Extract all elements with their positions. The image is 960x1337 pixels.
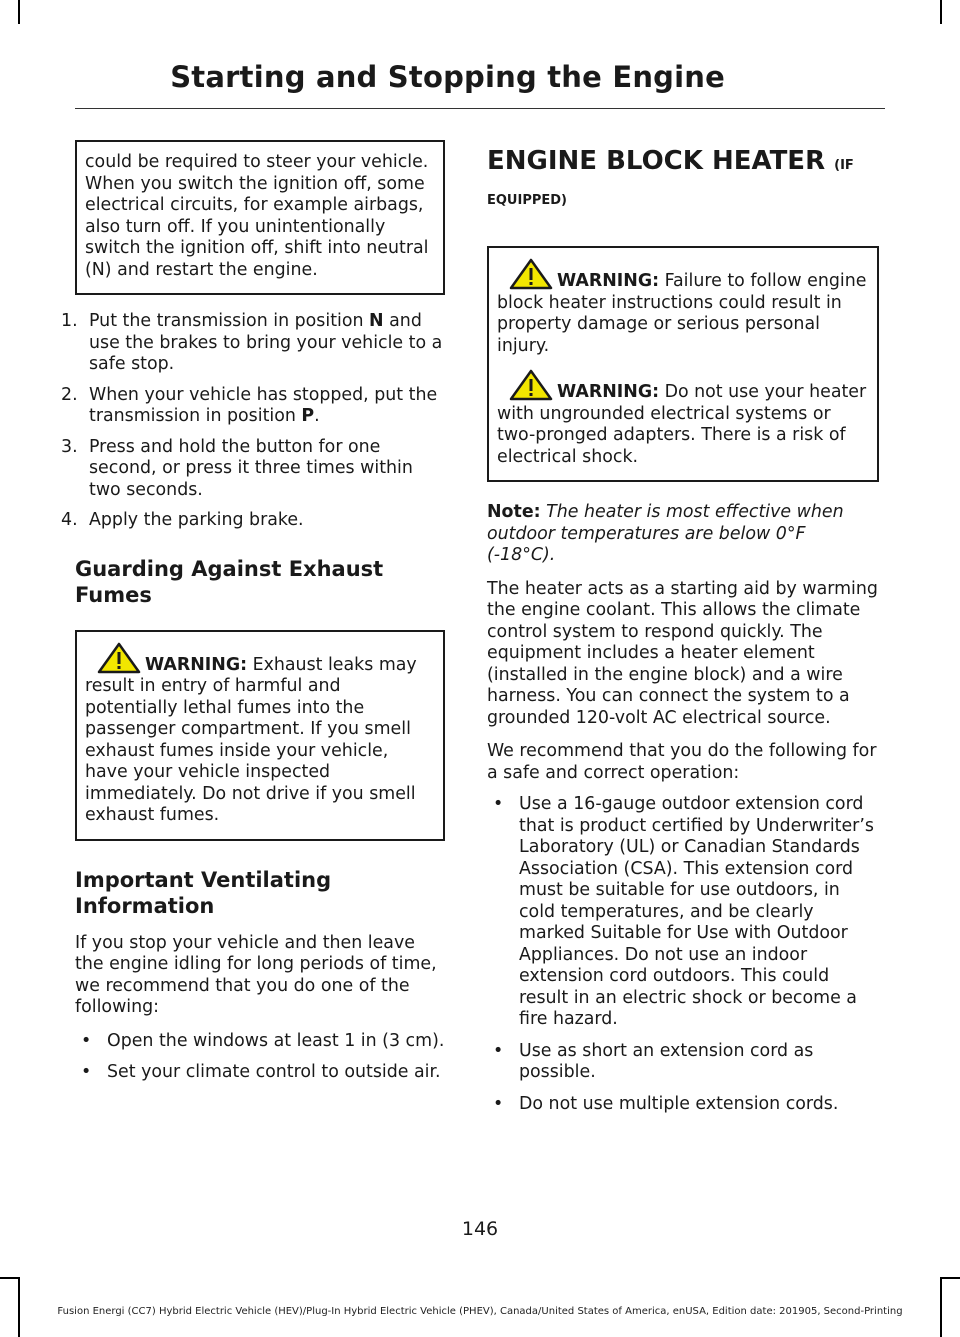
crop-mark xyxy=(18,0,20,24)
list-item: • Do not use multiple extension cords. xyxy=(493,1093,839,1114)
page-footer: Fusion Energi (CC7) Hybrid Electric Vehicle (HEV)/Plug-In Hybrid Electric Vehicle (PHEV), Canada/United States of America, enUSA, Edition date: 201905, Second-Printing xyxy=(57,1306,903,1317)
page-header xyxy=(75,60,885,109)
crop-mark xyxy=(0,1277,18,1279)
warning-text: Failure to follow engine block heater instructions could result in property damage or serious personal injury. xyxy=(497,271,867,356)
ventilating-paragraph: If you stop your vehicle and then leave the engine idling for long periods of time, we recommend that you do one of the following: xyxy=(75,932,437,1017)
warning-label: WARNING: xyxy=(557,271,660,291)
exhaust-fumes-heading: Guarding Against Exhaust Fumes xyxy=(75,556,384,607)
heater-warning-box xyxy=(487,246,879,482)
list-item: 4. Apply the parking brake. xyxy=(61,510,304,530)
crop-mark xyxy=(942,1277,960,1279)
page-title: Starting and Stopping the Engine xyxy=(170,60,725,94)
warning-label: WARNING: xyxy=(557,382,660,402)
list-item: • Open the windows at least 1 in (3 cm). xyxy=(81,1030,445,1051)
page-number: 146 xyxy=(461,1218,499,1240)
list-item: • Use a 16-gauge outdoor extension cord that is product certified by Underwriter’s Laboratory (UL) or Canadian Standards Association (CSA). This extension cord must be suitable for use outdoors, in cold temperatures, and be clearly marked Suitable for Use with Outdoor Appliances. Do not use an indoor extension cord outdoors. This could result in an electric shock or become a fire hazard. xyxy=(493,794,874,1029)
ventilating-heading: Important Ventilating Information xyxy=(75,867,332,918)
warning-triangle-icon xyxy=(509,258,553,290)
list-item: • Set your climate control to outside air. xyxy=(81,1062,441,1082)
warning-triangle-icon xyxy=(509,369,553,401)
exhaust-warning-box xyxy=(75,630,445,841)
continued-warning-box xyxy=(75,140,445,295)
heading-suffix: EQUIPPED) xyxy=(487,193,567,208)
warning-label: WARNING: xyxy=(145,654,248,675)
list-item: 1. Put the transmission in position N and use the brakes to bring your vehicle to a safe stop. xyxy=(61,311,443,374)
left-column xyxy=(61,140,445,1094)
crop-mark xyxy=(940,0,942,24)
warning-triangle-icon xyxy=(97,642,141,674)
heater-paragraph-1: The heater acts as a starting aid by warming the engine coolant. This allows the climate control system to respond quickly. The equipment includes a heater element (installed in the engine block) and a wire harness. You can connect the system to a grounded 120-volt AC electrical source. xyxy=(487,578,878,728)
engine-block-heater-heading: ENGINE BLOCK HEATER (IF xyxy=(487,146,854,176)
list-item: 3. Press and hold the button for one second, or press it three times within two seconds. xyxy=(61,436,413,500)
warning-text: Do not use your heater with ungrounded electrical systems or two-pronged adapters. There is a risk of electrical shock. xyxy=(497,382,867,467)
stop-steps-list xyxy=(61,311,445,532)
heater-list xyxy=(487,794,879,1115)
heater-paragraph-2: We recommend that you do the following for a safe and correct operation: xyxy=(487,741,877,783)
list-item: • Use as short an extension cord as possible. xyxy=(493,1040,814,1082)
ventilating-list xyxy=(75,1031,445,1084)
warning-text: Exhaust leaks may result in entry of harmful and potentially lethal fumes into the passenger compartment. If you smell exhaust fumes inside your vehicle, have your vehicle inspected immediately. Do not drive if you smell exhaust fumes. xyxy=(85,654,417,825)
heater-note: Note: The heater is most effective when outdoor temperatures are below 0°F (-18°C). xyxy=(487,502,844,565)
continued-warning-text: could be required to steer your vehicle. When you switch the ignition off, some electrical circuits, for example airbags, also turn off. If you unintentionally switch the ignition off, shift into neutral (N) and restart the engine. xyxy=(85,152,429,280)
list-item: 2. When your vehicle has stopped, put the transmission in position P. xyxy=(61,384,438,426)
right-column xyxy=(487,140,879,1125)
